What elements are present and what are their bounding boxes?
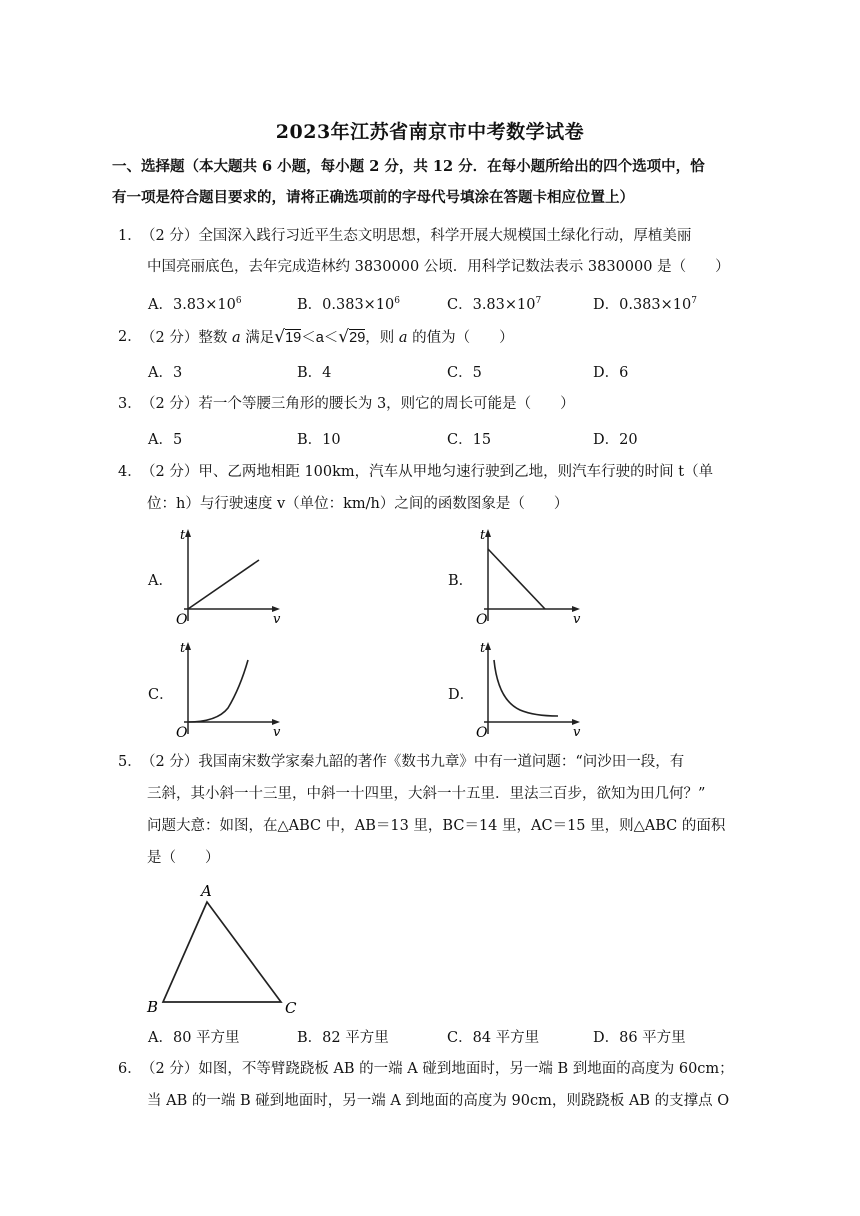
origin-label: O [476, 725, 488, 741]
axis-label-t: t [180, 528, 186, 543]
axis-label-t: t [480, 641, 486, 656]
q6-line2: 当 AB 的一端 B 碰到地面时，另一端 A 到地面的高度为 90cm，则跷跷板 AB 的支撑点 O [147, 1093, 730, 1109]
vertex-label-a: A [201, 882, 212, 900]
q1-number: 1． [118, 228, 142, 244]
section-header-line1: 一、选择题（本大题共 6 小题，每小题 2 分，共 12 分．在每小题所给出的四个选项中，恰 [112, 158, 705, 175]
q4-option-a: A． [148, 573, 173, 589]
q3-option-d: D．20 [593, 432, 638, 448]
q4-graph-a [172, 525, 287, 630]
q5-line4: 是（ ） [147, 850, 220, 866]
q5-line2: 三斜，其小斜一十三里，中斜一十四里，大斜一十五里．里法三百步，欲知为田几何？” [147, 786, 706, 802]
section-header-line2: 有一项是符合题目要求的，请将正确选项前的字母代号填涂在答题卡相应位置上） [112, 189, 634, 206]
q2-stem: （2 分）整数 a 满足√19＜a＜√29，则 a 的值为（ ） [141, 327, 514, 347]
q4-graph-d [472, 638, 587, 743]
q4-line1: （2 分）甲、乙两地相距 100km，汽车从甲地匀速行驶到乙地，则汽车行驶的时间 t（单 [141, 464, 714, 480]
y-axis-arrow [485, 642, 491, 650]
graph-curve [188, 660, 248, 722]
q1-line1: （2 分）全国深入践行习近平生态文明思想，科学开展大规模国土绿化行动，厚植美丽 [141, 228, 692, 244]
q2-option-d: D．6 [593, 365, 629, 381]
q4-option-b: B． [448, 573, 474, 589]
q3-number: 3． [118, 396, 142, 412]
sqrt-symbol: √ [338, 327, 350, 347]
q1-option-b: B．$0.383\times 10^6$ [297, 296, 401, 313]
q4-option-d: D． [448, 687, 475, 703]
q1-option-a: A．$3.83\times 10^6$ [148, 296, 242, 313]
y-axis-arrow [485, 529, 491, 537]
page-title: 2023年江苏省南京市中考数学试卷 [275, 121, 585, 143]
axis-label-t: t [480, 528, 486, 543]
q2-number: 2． [118, 329, 142, 345]
y-axis-arrow [185, 642, 191, 650]
q2-option-c: C．5 [447, 365, 482, 381]
axis-label-t: t [180, 641, 186, 656]
triangle-abc [163, 902, 281, 1002]
q4-graph-b [472, 525, 587, 630]
vertex-label-c: C [285, 999, 297, 1015]
graph-curve [494, 660, 558, 716]
axis-label-v: v [273, 725, 281, 740]
y-axis-arrow [185, 529, 191, 537]
q1-option-c: C．$3.83\times 10^7$ [447, 296, 542, 313]
q5-option-d: D．86 平方里 [593, 1030, 686, 1046]
q5-triangle-figure [143, 880, 308, 1015]
q5-option-a: A．80 平方里 [148, 1030, 240, 1046]
q6-number: 6． [118, 1061, 142, 1077]
origin-label: O [176, 612, 188, 628]
origin-label: O [176, 725, 188, 741]
q3-option-b: B．10 [297, 432, 341, 448]
q3-option-a: A．5 [148, 432, 183, 448]
q3-option-c: C．15 [447, 432, 492, 448]
q6-line1: （2 分）如图，不等臂跷跷板 AB 的一端 A 碰到地面时，另一端 B 到地面的高度为 60cm； [141, 1061, 734, 1077]
q2-option-a: A．3 [148, 365, 183, 381]
q5-option-c: C．84 平方里 [447, 1030, 540, 1046]
graph-curve [188, 560, 259, 609]
axis-label-v: v [573, 725, 581, 740]
q4-number: 4． [118, 464, 142, 480]
q3-stem: （2 分）若一个等腰三角形的腰长为 3，则它的周长可能是（ ） [141, 396, 575, 412]
q5-line3: 问题大意：如图，在△ABC 中，AB＝13 里，BC＝14 里，AC＝15 里，则△ABC 的面积 [147, 818, 726, 834]
graph-curve [488, 549, 545, 609]
q5-option-b: B．82 平方里 [297, 1030, 389, 1046]
q2-option-b: B．4 [297, 365, 332, 381]
q4-graph-c [172, 638, 287, 743]
vertex-label-b: B [147, 998, 159, 1015]
origin-label: O [476, 612, 488, 628]
q1-option-d: D．$0.383\times 10^7$ [593, 296, 697, 313]
sqrt-symbol: √ [274, 327, 286, 347]
q5-number: 5． [118, 754, 142, 770]
axis-label-v: v [573, 612, 581, 627]
q1-line2: 中国亮丽底色，去年完成造林约 3830000 公顷．用科学记数法表示 3830000 是（ ） [147, 259, 730, 275]
axis-label-v: v [273, 612, 281, 627]
q4-line2: 位：h）与行驶速度 v（单位：km/h）之间的函数图象是（ ） [147, 496, 569, 512]
q5-line1: （2 分）我国南宋数学家秦九韶的著作《数书九章》中有一道问题：“问沙田一段，有 [141, 754, 685, 770]
q4-option-c: C． [148, 687, 174, 703]
